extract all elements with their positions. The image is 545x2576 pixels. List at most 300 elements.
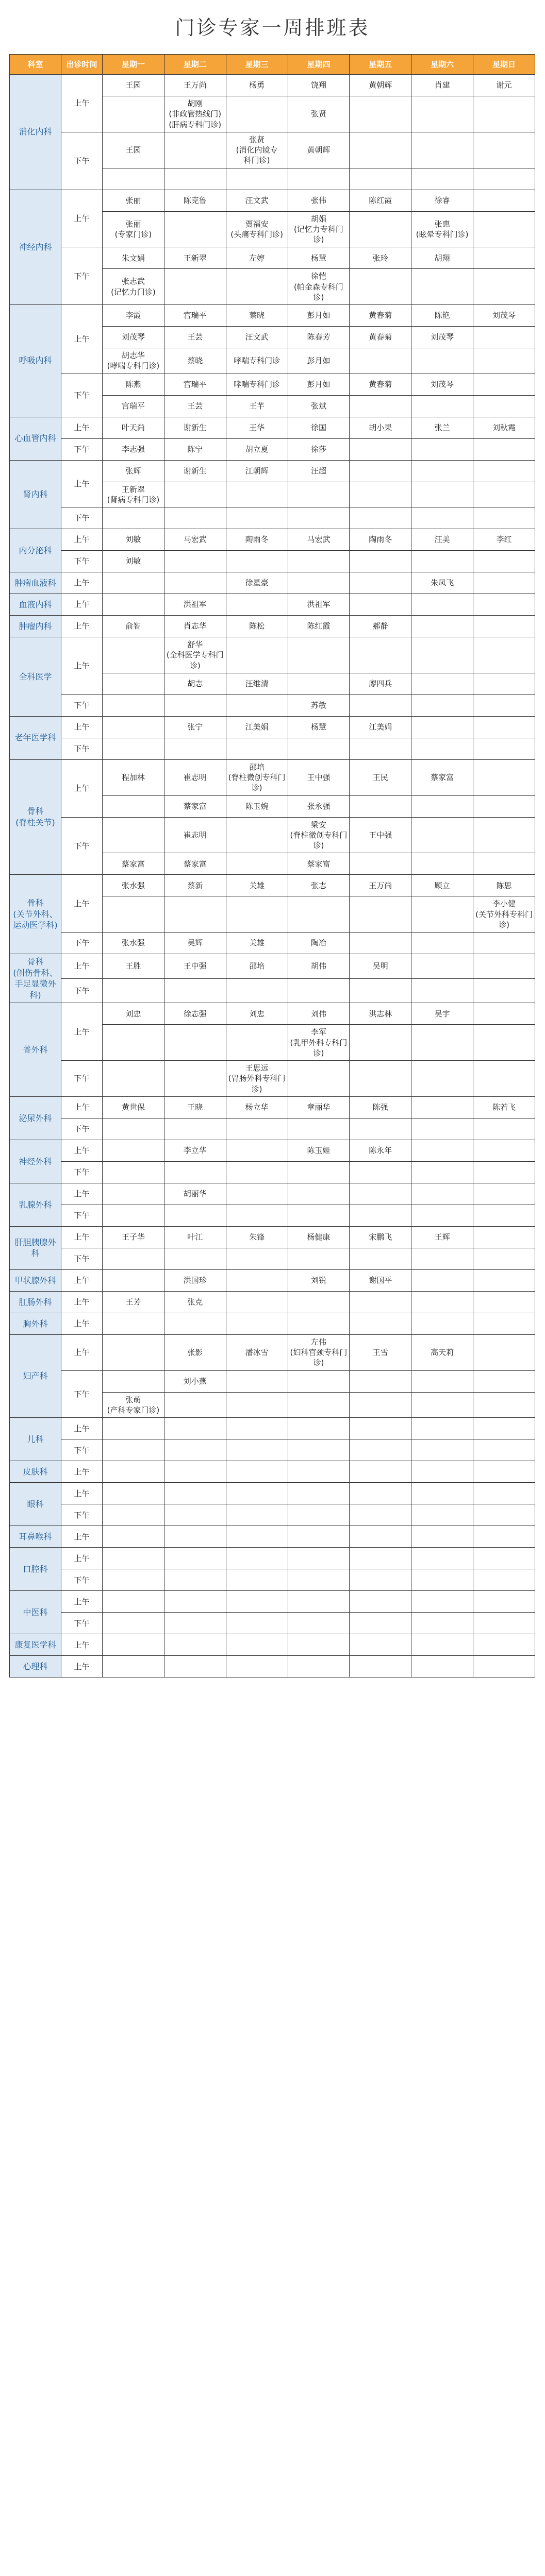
doctor-cell: 汪超 <box>288 460 350 482</box>
doctor-cell <box>350 1613 411 1634</box>
doctor-cell <box>226 1526 288 1548</box>
doctor-cell: 刘敏 <box>103 529 164 551</box>
doctor-cell: 朱锋 <box>226 1226 288 1248</box>
department-name: 骨科 (创伤骨科、手足显微外科) <box>10 954 61 1003</box>
session-time: 上午 <box>61 1634 103 1656</box>
doctor-cell <box>411 438 473 460</box>
doctor-cell <box>411 1548 473 1569</box>
doctor-cell: 饶翔 <box>288 75 350 96</box>
doctor-cell <box>288 482 350 507</box>
doctor-cell <box>473 616 535 637</box>
doctor-cell <box>411 978 473 1003</box>
schedule-row <box>10 1205 535 1226</box>
doctor-cell <box>473 1634 535 1656</box>
doctor-cell: 陶冶 <box>288 933 350 954</box>
doctor-cell <box>411 1370 473 1392</box>
doctor-cell <box>473 1483 535 1504</box>
doctor-cell: 刘茂琴 <box>411 374 473 395</box>
doctor-cell <box>473 247 535 269</box>
doctor-cell: 陈宁 <box>164 438 226 460</box>
doctor-cell: 谢新生 <box>164 417 226 438</box>
doctor-cell <box>226 1248 288 1269</box>
doctor-cell: 刘敏 <box>103 551 164 572</box>
session-time: 上午 <box>61 1591 103 1613</box>
doctor-cell <box>411 853 473 875</box>
schedule-row <box>10 1461 535 1483</box>
department-name: 心血管内科 <box>10 417 61 460</box>
doctor-cell: 刘锐 <box>288 1269 350 1291</box>
doctor-cell: 洪志林 <box>350 1003 411 1025</box>
doctor-cell: 谢国平 <box>350 1269 411 1291</box>
doctor-cell: 张影 <box>164 1334 226 1370</box>
doctor-cell <box>226 1118 288 1140</box>
doctor-cell: 程加林 <box>103 759 164 795</box>
doctor-cell <box>226 1504 288 1526</box>
doctor-cell <box>288 1418 350 1439</box>
schedule-row <box>10 1634 535 1656</box>
doctor-cell: 徐国 <box>288 417 350 438</box>
session-time: 上午 <box>61 1313 103 1334</box>
doctor-cell <box>350 551 411 572</box>
doctor-cell <box>288 1370 350 1392</box>
doctor-cell <box>103 1439 164 1461</box>
doctor-cell <box>164 1504 226 1526</box>
doctor-cell <box>164 1118 226 1140</box>
doctor-cell: 李军 (乳甲外科专科门诊) <box>288 1025 350 1061</box>
schedule-row <box>10 759 535 795</box>
doctor-cell <box>288 507 350 529</box>
doctor-cell <box>473 1161 535 1183</box>
doctor-cell <box>473 1656 535 1677</box>
doctor-cell <box>350 572 411 594</box>
session-time: 上午 <box>61 616 103 637</box>
session-time: 上午 <box>61 1003 103 1061</box>
doctor-cell: 郝静 <box>350 616 411 637</box>
doctor-cell <box>164 1248 226 1269</box>
session-time: 上午 <box>61 1483 103 1504</box>
session-time: 下午 <box>61 1118 103 1140</box>
doctor-cell <box>226 551 288 572</box>
doctor-cell: 邵培 <box>226 954 288 979</box>
doctor-cell <box>473 817 535 853</box>
doctor-cell: 刘茂琴 <box>411 327 473 348</box>
doctor-cell <box>226 738 288 759</box>
department-name: 儿科 <box>10 1418 61 1461</box>
doctor-cell: 王万尚 <box>164 75 226 96</box>
doctor-cell: 陶雨冬 <box>350 529 411 551</box>
doctor-cell <box>103 738 164 759</box>
session-time: 下午 <box>61 507 103 529</box>
schedule-row <box>10 1548 535 1569</box>
session-time: 上午 <box>61 594 103 616</box>
doctor-cell <box>350 438 411 460</box>
doctor-cell <box>350 1313 411 1334</box>
schedule-row <box>10 1504 535 1526</box>
doctor-cell: 胡立夏 <box>226 438 288 460</box>
session-time: 上午 <box>61 1526 103 1548</box>
doctor-cell <box>473 933 535 954</box>
doctor-cell: 王园 <box>103 132 164 168</box>
schedule-row <box>10 190 535 211</box>
schedule-row <box>10 1483 535 1504</box>
doctor-cell <box>288 1248 350 1269</box>
column-header: 星期二 <box>164 55 226 75</box>
doctor-cell <box>164 1591 226 1613</box>
doctor-cell <box>350 1061 411 1097</box>
doctor-cell <box>350 1248 411 1269</box>
column-header: 星期五 <box>350 55 411 75</box>
doctor-cell <box>473 96 535 132</box>
doctor-cell <box>164 978 226 1003</box>
schedule-row <box>10 1061 535 1097</box>
doctor-cell <box>164 1548 226 1569</box>
doctor-cell <box>350 348 411 374</box>
doctor-cell <box>411 1439 473 1461</box>
doctor-cell <box>411 716 473 738</box>
doctor-cell: 张玲 <box>350 247 411 269</box>
doctor-cell <box>473 168 535 190</box>
doctor-cell <box>226 1483 288 1504</box>
doctor-cell <box>164 1418 226 1439</box>
doctor-cell <box>473 1370 535 1392</box>
doctor-cell <box>350 933 411 954</box>
doctor-cell <box>288 1183 350 1205</box>
doctor-cell <box>350 269 411 305</box>
department-name: 乳腺外科 <box>10 1183 61 1226</box>
doctor-cell <box>226 507 288 529</box>
doctor-cell <box>411 1613 473 1634</box>
doctor-cell <box>350 1392 411 1418</box>
column-header: 星期四 <box>288 55 350 75</box>
doctor-cell: 张萌 (产科专家门诊) <box>103 1392 164 1418</box>
session-time: 上午 <box>61 529 103 551</box>
doctor-cell <box>164 482 226 507</box>
doctor-cell: 黄朝辉 <box>350 75 411 96</box>
doctor-cell <box>103 673 164 694</box>
doctor-cell <box>226 1418 288 1439</box>
doctor-cell: 刘茂琴 <box>473 305 535 327</box>
doctor-cell: 马宏武 <box>288 529 350 551</box>
doctor-cell: 王芸 <box>164 395 226 417</box>
doctor-cell: 陈艳 <box>411 305 473 327</box>
doctor-cell: 邵培 (脊柱微创专科门诊) <box>226 759 288 795</box>
doctor-cell <box>411 1418 473 1439</box>
schedule-row <box>10 1096 535 1118</box>
session-time: 下午 <box>61 817 103 875</box>
doctor-cell <box>473 132 535 168</box>
doctor-cell <box>350 594 411 616</box>
doctor-cell <box>164 1483 226 1504</box>
doctor-cell <box>350 853 411 875</box>
doctor-cell: 张兰 <box>411 417 473 438</box>
session-time: 下午 <box>61 438 103 460</box>
schedule-row <box>10 1161 535 1183</box>
schedule-row <box>10 1613 535 1634</box>
doctor-cell <box>103 817 164 853</box>
doctor-cell <box>288 1205 350 1226</box>
schedule-row <box>10 1569 535 1591</box>
doctor-cell <box>411 694 473 716</box>
session-time: 下午 <box>61 1248 103 1269</box>
doctor-cell <box>411 1569 473 1591</box>
doctor-cell <box>411 637 473 673</box>
doctor-cell <box>411 507 473 529</box>
doctor-cell <box>288 896 350 933</box>
doctor-cell <box>103 1483 164 1504</box>
doctor-cell: 徐睿 <box>411 190 473 211</box>
department-name: 呼吸内科 <box>10 305 61 417</box>
doctor-cell <box>164 1161 226 1183</box>
doctor-cell: 王华 <box>226 417 288 438</box>
doctor-cell: 江美娟 <box>350 716 411 738</box>
schedule-row <box>10 1313 535 1334</box>
doctor-cell <box>103 1591 164 1613</box>
doctor-cell <box>288 1569 350 1591</box>
doctor-cell <box>473 395 535 417</box>
doctor-cell <box>473 673 535 694</box>
doctor-cell: 吴宇 <box>411 1003 473 1025</box>
doctor-cell <box>226 269 288 305</box>
doctor-cell: 王中强 <box>350 817 411 853</box>
doctor-cell <box>473 1418 535 1439</box>
doctor-cell <box>226 1634 288 1656</box>
doctor-cell: 张志武 (记忆力门诊) <box>103 269 164 305</box>
doctor-cell <box>103 1061 164 1097</box>
session-time: 上午 <box>61 1226 103 1248</box>
doctor-cell <box>226 1183 288 1205</box>
doctor-cell: 黄朝辉 <box>288 132 350 168</box>
schedule-row <box>10 1226 535 1248</box>
doctor-cell <box>103 1504 164 1526</box>
doctor-cell <box>473 1591 535 1613</box>
doctor-cell: 胡小果 <box>350 417 411 438</box>
doctor-cell: 李红 <box>473 529 535 551</box>
department-name: 妇产科 <box>10 1334 61 1417</box>
department-name: 心理科 <box>10 1656 61 1677</box>
doctor-cell: 蔡晓 <box>226 305 288 327</box>
doctor-cell: 刘伟 <box>288 1003 350 1025</box>
doctor-cell: 陈红霞 <box>350 190 411 211</box>
schedule-row <box>10 1418 535 1439</box>
doctor-cell <box>411 460 473 482</box>
doctor-cell: 李小健 (关节外科专科门诊) <box>473 896 535 933</box>
doctor-cell <box>411 954 473 979</box>
doctor-cell <box>411 795 473 817</box>
doctor-cell: 宋鹏飞 <box>350 1226 411 1248</box>
doctor-cell <box>411 1140 473 1161</box>
doctor-cell <box>103 1418 164 1439</box>
doctor-cell <box>103 1313 164 1334</box>
doctor-cell: 舒华 (全科医学专科门诊) <box>164 637 226 673</box>
doctor-cell <box>288 1291 350 1313</box>
doctor-cell <box>164 168 226 190</box>
doctor-cell <box>226 1569 288 1591</box>
doctor-cell: 江美娟 <box>226 716 288 738</box>
session-time: 上午 <box>61 1461 103 1483</box>
doctor-cell: 黄春菊 <box>350 374 411 395</box>
doctor-cell <box>473 716 535 738</box>
schedule-row <box>10 460 535 482</box>
schedule-row <box>10 1248 535 1269</box>
session-time: 下午 <box>61 1504 103 1526</box>
doctor-cell <box>226 1291 288 1313</box>
doctor-cell <box>411 1183 473 1205</box>
doctor-cell <box>350 1370 411 1392</box>
doctor-cell: 胡志 <box>164 673 226 694</box>
doctor-cell: 胡伟 <box>288 954 350 979</box>
doctor-cell <box>473 1061 535 1097</box>
doctor-cell <box>411 168 473 190</box>
doctor-cell <box>350 1461 411 1483</box>
doctor-cell: 刘忠 <box>226 1003 288 1025</box>
doctor-cell <box>411 1205 473 1226</box>
doctor-cell <box>411 933 473 954</box>
doctor-cell: 陈春芳 <box>288 327 350 348</box>
doctor-cell <box>411 132 473 168</box>
doctor-cell <box>473 1439 535 1461</box>
header-row <box>10 55 535 75</box>
doctor-cell <box>103 795 164 817</box>
doctor-cell: 洪国珍 <box>164 1269 226 1291</box>
doctor-cell: 汪文武 <box>226 190 288 211</box>
department-name: 耳鼻喉科 <box>10 1526 61 1548</box>
doctor-cell <box>164 507 226 529</box>
doctor-cell <box>103 694 164 716</box>
doctor-cell <box>473 1461 535 1483</box>
page-title: 门诊专家一周排班表 <box>175 16 370 39</box>
doctor-cell <box>103 1461 164 1483</box>
doctor-cell <box>411 1461 473 1483</box>
doctor-cell <box>411 395 473 417</box>
doctor-cell: 王雪 <box>350 1334 411 1370</box>
doctor-cell: 黄春菊 <box>350 327 411 348</box>
department-name: 皮肤科 <box>10 1461 61 1483</box>
doctor-cell: 宫瑞平 <box>164 305 226 327</box>
doctor-cell <box>103 1370 164 1392</box>
doctor-cell <box>164 1526 226 1548</box>
doctor-cell: 潘冰雪 <box>226 1334 288 1370</box>
doctor-cell: 李霞 <box>103 305 164 327</box>
doctor-cell <box>103 1548 164 1569</box>
schedule-row <box>10 247 535 269</box>
doctor-cell <box>350 168 411 190</box>
schedule-row <box>10 637 535 673</box>
doctor-cell <box>226 168 288 190</box>
doctor-cell <box>288 978 350 1003</box>
doctor-cell: 陈克鲁 <box>164 190 226 211</box>
doctor-cell <box>226 594 288 616</box>
doctor-cell <box>350 1483 411 1504</box>
doctor-cell: 陈若飞 <box>473 1096 535 1118</box>
doctor-cell <box>411 1483 473 1504</box>
doctor-cell <box>473 269 535 305</box>
doctor-cell: 哮喘专科门诊 <box>226 374 288 395</box>
doctor-cell <box>473 978 535 1003</box>
column-header: 科室 <box>10 55 61 75</box>
session-time: 下午 <box>61 1613 103 1634</box>
doctor-cell: 彭月如 <box>288 374 350 395</box>
doctor-cell: 肖建 <box>411 75 473 96</box>
department-name: 骨科 (关节外科、运动医学科) <box>10 875 61 954</box>
doctor-cell: 王新翠 (肾病专科门诊) <box>103 482 164 507</box>
doctor-cell: 杨慧 <box>288 716 350 738</box>
department-name: 神经外科 <box>10 1140 61 1183</box>
doctor-cell <box>103 594 164 616</box>
doctor-cell <box>411 1313 473 1334</box>
doctor-cell <box>103 1205 164 1226</box>
doctor-cell: 胡刚 (非政管热线门) (肝病专科门诊) <box>164 96 226 132</box>
doctor-cell <box>288 1591 350 1613</box>
schedule-table <box>9 54 535 1677</box>
session-time: 上午 <box>61 1548 103 1569</box>
doctor-cell <box>288 1061 350 1097</box>
doctor-cell: 蔡家富 <box>288 853 350 875</box>
doctor-cell <box>288 168 350 190</box>
doctor-cell: 梁安 (脊柱微创专科门诊) <box>288 817 350 853</box>
schedule-row <box>10 1183 535 1205</box>
doctor-cell <box>473 1313 535 1334</box>
doctor-cell <box>473 1025 535 1061</box>
doctor-cell <box>473 1140 535 1161</box>
doctor-cell <box>226 1025 288 1061</box>
doctor-cell <box>103 1526 164 1548</box>
doctor-cell <box>350 395 411 417</box>
schedule-row <box>10 694 535 716</box>
doctor-cell: 张水强 <box>103 875 164 896</box>
doctor-cell <box>103 1569 164 1591</box>
doctor-cell: 苏敏 <box>288 694 350 716</box>
session-time: 上午 <box>61 1140 103 1161</box>
doctor-cell <box>164 211 226 247</box>
column-header: 星期六 <box>411 55 473 75</box>
doctor-cell <box>226 1269 288 1291</box>
schedule-row <box>10 594 535 616</box>
department-name: 肝胆胰腺外科 <box>10 1226 61 1269</box>
doctor-cell: 陈红霞 <box>288 616 350 637</box>
schedule-row <box>10 716 535 738</box>
doctor-cell <box>350 738 411 759</box>
doctor-cell: 李志强 <box>103 438 164 460</box>
doctor-cell <box>411 673 473 694</box>
doctor-cell: 崔志明 <box>164 817 226 853</box>
doctor-cell: 彭月如 <box>288 348 350 374</box>
doctor-cell <box>411 1526 473 1548</box>
doctor-cell <box>473 460 535 482</box>
doctor-cell <box>473 1392 535 1418</box>
doctor-cell <box>103 978 164 1003</box>
doctor-cell <box>350 460 411 482</box>
doctor-cell <box>350 795 411 817</box>
session-time: 上午 <box>61 1334 103 1370</box>
doctor-cell: 张志 <box>288 875 350 896</box>
doctor-cell <box>411 96 473 132</box>
doctor-cell <box>164 1461 226 1483</box>
doctor-cell: 徐恺 (帕金森专科门诊) <box>288 269 350 305</box>
schedule-row <box>10 1656 535 1677</box>
doctor-cell <box>350 96 411 132</box>
doctor-cell <box>350 637 411 673</box>
doctor-cell <box>411 1096 473 1118</box>
schedule-row <box>10 132 535 168</box>
department-name: 胸外科 <box>10 1313 61 1334</box>
doctor-cell <box>164 269 226 305</box>
doctor-cell <box>473 1504 535 1526</box>
doctor-cell: 陈思 <box>473 875 535 896</box>
doctor-cell <box>350 1205 411 1226</box>
doctor-cell <box>226 1591 288 1613</box>
doctor-cell: 张丽 (专家门诊) <box>103 211 164 247</box>
doctor-cell <box>473 1613 535 1634</box>
